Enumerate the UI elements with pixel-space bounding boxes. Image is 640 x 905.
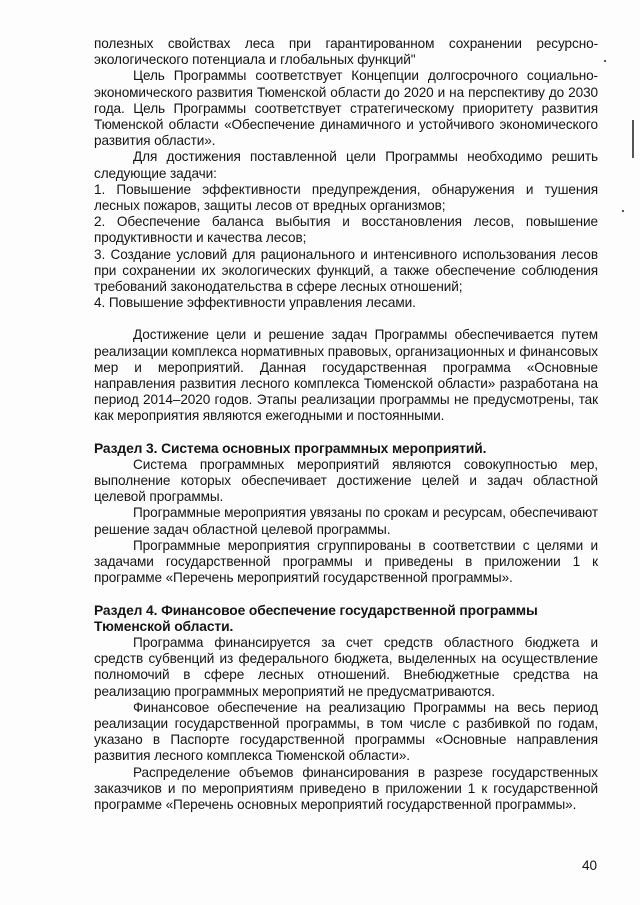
section-4-heading-line2: Тюменской области. bbox=[94, 618, 234, 634]
section-3-heading: Раздел 3. Система основных программных мероприятий. bbox=[94, 440, 487, 456]
section-3-paragraph: Программные мероприятия увязаны по срокам и ресурсам, обеспечивают решение задач областной целевой программы. bbox=[94, 505, 598, 537]
page-number: 40 bbox=[582, 858, 598, 873]
scan-mark bbox=[632, 120, 634, 158]
paragraph-continuation: полезных свойствах леса при гарантированном сохранении ресурсно-экологического потенциала и глобальных функций" bbox=[94, 36, 598, 68]
task-item-4: 4. Повышение эффективности управления лесами. bbox=[94, 295, 416, 311]
section-3-paragraph: Программные мероприятия сгруппированы в соответствии с целями и задачами государственной программы и приведены в приложении 1 к программе «Перечень мероприятий государственной программы». bbox=[94, 537, 598, 586]
paragraph-tasks-intro: Для достижения поставленной цели Программы необходимо решить следующие задачи: bbox=[94, 149, 598, 181]
task-item-2: 2. Обеспечение баланса выбытия и восстановления лесов, повышение продуктивности и качества лесов; bbox=[94, 214, 598, 246]
page-body bbox=[94, 36, 598, 813]
section-3-paragraph: Система программных мероприятий являются совокупностью мер, выполнение которых обеспечивает достижение целей и задач областной целевой программы. bbox=[94, 456, 598, 505]
section-4-paragraph: Распределение объемов финансирования в разрезе государственных заказчиков и по мероприятиям приведено в приложении 1 к государственной программе «Перечень основных мероприятий государственной программы». bbox=[94, 764, 598, 812]
section-4-paragraph: Программа финансируется за счет средств областного бюджета и средств субвенций из федерального бюджета, выделенных на осуществление полномочий в сфере лесных отношений. Внебюджетные средства на реализацию программных мероприятий не предусматриваются. bbox=[94, 634, 598, 699]
section-4-heading-line1: Раздел 4. Финансовое обеспечение государственной программы bbox=[94, 602, 538, 618]
paragraph-achievement: Достижение цели и решение задач Программы обеспечивается путем реализации комплекса нормативных правовых, организационных и финансовых мер и мероприятий. Данная государственная программа «Основные направления развития лесного комплекса Тюменской области» разработана на период 2014–2020 годов. Этапы реализации программы не предусмотрены, так как мероприятия являются ежегодными и постоянными. bbox=[94, 327, 598, 424]
task-item-3: 3. Создание условий для рационального и интенсивного использования лесов при сохранении их экологических функций, а также обеспечение соблюдения требований законодательства в сфере лесных отношений; bbox=[94, 246, 598, 295]
scan-mark bbox=[604, 60, 606, 62]
paragraph-goal: Цель Программы соответствует Концепции долгосрочного социально-экономического развития Тюменской области до 2020 и на перспективу до 2030 года. Цель Программы соответствует стратегическому приоритету развития Тюменской области «Обеспечение динамичного и устойчивого экономического развития области». bbox=[94, 68, 598, 149]
scan-mark bbox=[622, 210, 624, 212]
section-4-paragraph: Финансовое обеспечение на реализацию Программы на весь период реализации государственной программы, в том числе с разбивкой по годам, указано в Паспорте государственной программы «Основные направления развития лесного комплекса Тюменской области». bbox=[94, 699, 598, 764]
task-item-1: 1. Повышение эффективности предупреждения, обнаружения и тушения лесных пожаров, защиты лесов от вредных организмов; bbox=[94, 181, 598, 214]
